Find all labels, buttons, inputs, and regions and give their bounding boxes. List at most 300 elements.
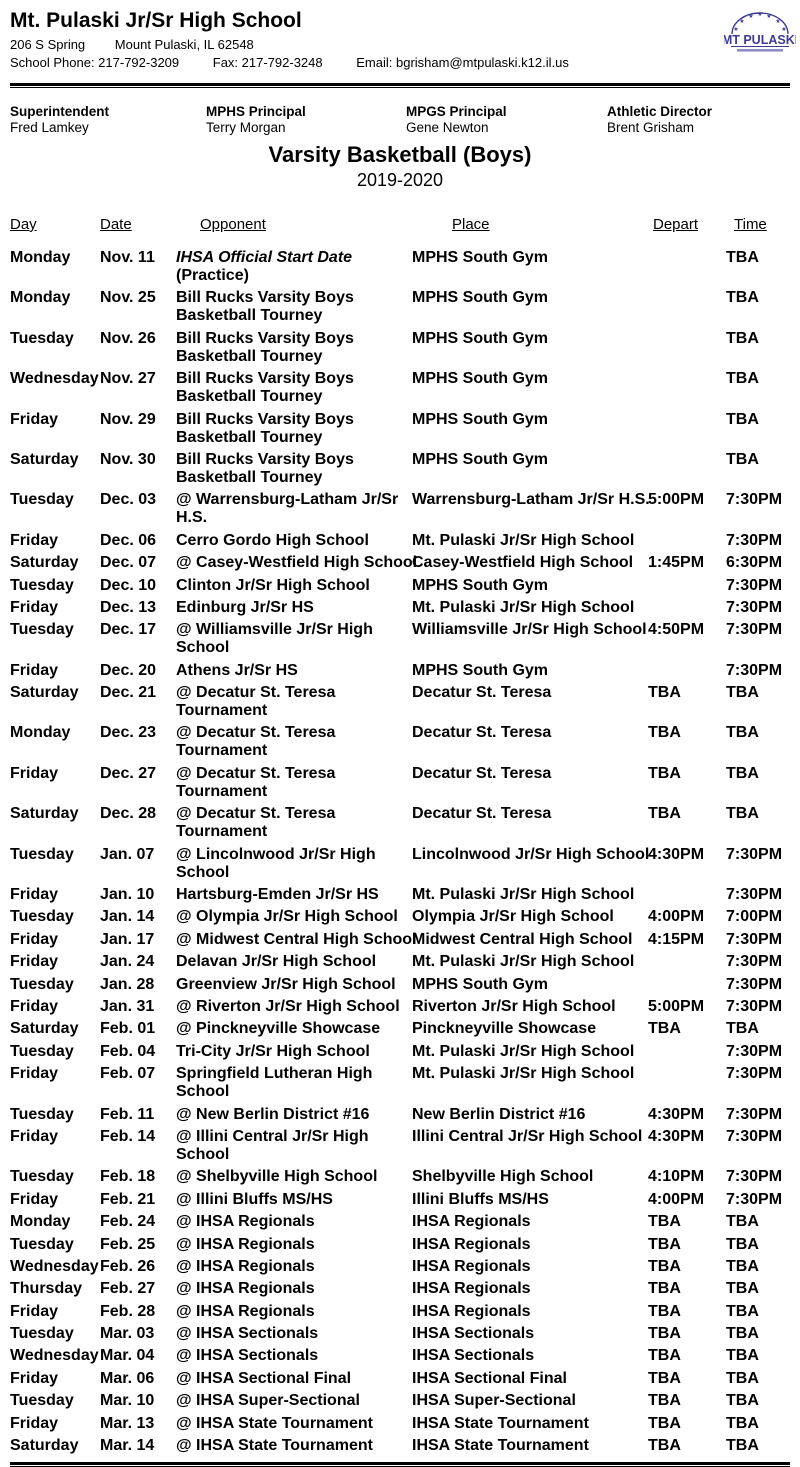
opponent-line: School xyxy=(176,1145,230,1163)
school-address xyxy=(10,37,790,52)
cell-opponent xyxy=(176,1323,412,1345)
opponent-line: @ IHSA Regionals xyxy=(176,1235,315,1253)
cell-place: IHSA Sectionals xyxy=(412,1325,535,1343)
cell-place: Lincolnwood Jr/Sr High School xyxy=(412,845,650,863)
opponent-line: H.S. xyxy=(176,509,208,527)
cell-time: 7:30PM xyxy=(726,997,783,1015)
school-name: Mt. Pulaski Jr/Sr High School xyxy=(10,9,302,32)
cell-date: Feb. 04 xyxy=(100,1042,156,1060)
cell-depart: TBA xyxy=(648,1235,681,1253)
cell-opponent xyxy=(176,763,412,803)
schedule-row xyxy=(10,682,790,722)
cell-day: Monday xyxy=(10,249,71,266)
page-title: Varsity Basketball (Boys) xyxy=(268,142,532,167)
opponent-line: @ Decatur St. Teresa xyxy=(176,764,336,782)
cell-place: Mt. Pulaski Jr/Sr High School xyxy=(412,1065,635,1083)
cell-depart xyxy=(648,287,726,327)
cell-time: 7:30PM xyxy=(726,975,783,993)
school-phone: School Phone: 217-792-3209 xyxy=(10,55,180,70)
cell-opponent xyxy=(176,1301,412,1323)
schedule-row xyxy=(10,1278,790,1300)
cell-depart xyxy=(648,328,726,368)
cell-place: IHSA State Tournament xyxy=(412,1414,589,1432)
staff-mphs-principal xyxy=(206,104,406,135)
cell-opponent xyxy=(176,1041,412,1063)
cell-day: Tuesday xyxy=(10,1235,74,1253)
cell-day: Friday xyxy=(10,410,59,428)
opponent-line: Edinburg Jr/Sr HS xyxy=(176,598,314,616)
cell-day: Friday xyxy=(10,1065,59,1083)
cell-date: Feb. 11 xyxy=(100,1105,155,1123)
opponent-line: @ Illini Bluffs MS/HS xyxy=(176,1190,333,1208)
schedule-row xyxy=(10,1345,790,1367)
opponent-line: Cerro Gordo High School xyxy=(176,531,369,549)
cell-day: Tuesday xyxy=(10,621,74,639)
cell-opponent xyxy=(176,1345,412,1367)
cell-day: Monday xyxy=(10,289,71,307)
cell-depart: 4:30PM xyxy=(648,845,705,863)
season-label: 2019-2020 xyxy=(356,170,444,190)
schedule-row xyxy=(10,996,790,1018)
opponent-line: @ Olympia Jr/Sr High School xyxy=(176,908,398,926)
cell-date: Dec. 27 xyxy=(100,764,157,782)
opponent-line: @ Warrensburg-Latham Jr/Sr xyxy=(176,491,399,509)
cell-opponent xyxy=(176,844,412,884)
cell-date: Jan. 07 xyxy=(100,845,155,863)
cell-depart: TBA xyxy=(648,1280,681,1298)
cell-depart xyxy=(648,974,726,996)
schedule-row xyxy=(10,328,790,368)
cell-date: Feb. 27 xyxy=(100,1280,156,1298)
opponent-line: @ IHSA Super-Sectional xyxy=(176,1392,360,1410)
opponent-line: @ Pinckneyville Showcase xyxy=(176,1020,381,1038)
cell-depart: TBA xyxy=(648,764,681,782)
cell-place: Pinckneyville Showcase xyxy=(412,1020,597,1038)
header-divider xyxy=(10,83,790,88)
cell-place: Decatur St. Teresa xyxy=(412,764,552,782)
cell-time: TBA xyxy=(726,1347,759,1365)
cell-opponent xyxy=(176,287,412,327)
footer-divider xyxy=(10,1462,790,1467)
opponent-line: @ Midwest Central High School xyxy=(176,930,417,948)
cell-depart xyxy=(648,368,726,408)
cell-day: Tuesday xyxy=(10,1168,74,1186)
cell-date: Mar. 03 xyxy=(100,1325,155,1343)
cell-place: MPHS South Gym xyxy=(412,576,549,594)
schedule-row xyxy=(10,1063,790,1103)
cell-depart xyxy=(648,951,726,973)
opponent-line: @ IHSA Regionals xyxy=(176,1302,315,1320)
opponent-line: Greenview Jr/Sr High School xyxy=(176,975,396,993)
col-header-place: Place xyxy=(452,216,490,233)
cell-day: Monday xyxy=(10,724,71,742)
address-city: Mount Pulaski, IL 62548 xyxy=(114,37,254,52)
cell-time: 7:30PM xyxy=(726,1190,783,1208)
cell-depart xyxy=(648,1063,726,1103)
opponent-line: @ Illini Central Jr/Sr High xyxy=(176,1127,369,1145)
cell-time: 7:30PM xyxy=(726,886,783,904)
opponent-line: Tournament xyxy=(176,823,268,841)
cell-date: Dec. 28 xyxy=(100,805,157,823)
cell-date: Jan. 28 xyxy=(100,975,155,993)
opponent-line: Basketball Tourney xyxy=(176,428,323,446)
cell-opponent xyxy=(176,803,412,843)
cell-day: Friday xyxy=(10,598,59,616)
cell-place: MPHS South Gym xyxy=(412,661,549,679)
cell-place: MPHS South Gym xyxy=(412,410,549,428)
schedule-body xyxy=(10,247,790,1457)
cell-place: IHSA State Tournament xyxy=(412,1437,589,1455)
staff-title: Superintendent xyxy=(10,104,110,119)
cell-opponent xyxy=(176,619,412,659)
cell-opponent xyxy=(176,597,412,619)
cell-opponent xyxy=(176,1234,412,1256)
cell-place: Mt. Pulaski Jr/Sr High School xyxy=(412,953,635,971)
cell-opponent xyxy=(176,247,412,287)
schedule-row xyxy=(10,619,790,659)
cell-place: IHSA Super-Sectional xyxy=(412,1392,576,1410)
staff-mpgs-principal xyxy=(406,104,607,135)
opponent-line: Basketball Tourney xyxy=(176,347,323,365)
opponent-line: @ Decatur St. Teresa xyxy=(176,684,336,702)
opponent-line: Tri-City Jr/Sr High School xyxy=(176,1042,370,1060)
cell-time: TBA xyxy=(726,1325,759,1343)
cell-place: IHSA Regionals xyxy=(412,1280,531,1298)
cell-time: 6:30PM xyxy=(726,554,783,572)
cell-day: Tuesday xyxy=(10,845,74,863)
cell-depart: TBA xyxy=(648,1257,681,1275)
staff-title: MPGS Principal xyxy=(406,104,507,119)
cell-day: Tuesday xyxy=(10,1042,74,1060)
cell-date: Dec. 20 xyxy=(100,661,157,679)
logo-tagline-microtext xyxy=(737,49,783,52)
cell-place: Mt. Pulaski Jr/Sr High School xyxy=(412,598,635,616)
cell-time: TBA xyxy=(726,450,759,468)
cell-place: New Berlin District #16 xyxy=(412,1105,586,1123)
schedule-row xyxy=(10,1234,790,1256)
cell-time: TBA xyxy=(726,1392,759,1410)
cell-place: Warrensburg-Latham Jr/Sr H.S. xyxy=(412,491,650,509)
cell-place: MPHS South Gym xyxy=(412,329,549,347)
cell-opponent xyxy=(176,1063,412,1103)
opponent-line: Basketball Tourney xyxy=(176,388,323,406)
cell-day: Friday xyxy=(10,1369,59,1387)
cell-depart xyxy=(648,597,726,619)
cell-time: TBA xyxy=(726,805,759,823)
opponent-line: IHSA Official Start Date xyxy=(176,249,353,266)
cell-depart: 4:50PM xyxy=(648,621,705,639)
cell-place: IHSA Regionals xyxy=(412,1213,531,1231)
cell-day: Wednesday xyxy=(10,1257,99,1275)
cell-depart: TBA xyxy=(648,724,681,742)
schedule-row xyxy=(10,1323,790,1345)
cell-day: Thursday xyxy=(10,1280,83,1298)
cell-date: Mar. 06 xyxy=(100,1369,155,1387)
cell-day: Tuesday xyxy=(10,1325,74,1343)
opponent-line: @ Casey-Westfield High School xyxy=(176,554,418,572)
schedule-row xyxy=(10,1041,790,1063)
opponent-line: Bill Rucks Varsity Boys xyxy=(176,410,354,428)
schedule-row xyxy=(10,1189,790,1211)
cell-day: Friday xyxy=(10,531,59,549)
cell-day: Monday xyxy=(10,1213,71,1231)
col-header-depart: Depart xyxy=(653,216,699,233)
cell-date: Feb. 21 xyxy=(100,1190,156,1208)
cell-place: MPHS South Gym xyxy=(412,289,549,307)
schedule-row xyxy=(10,1435,790,1457)
schedule-row xyxy=(10,660,790,682)
staff-directory xyxy=(10,104,790,135)
cell-date: Nov. 26 xyxy=(100,329,156,347)
opponent-line: Tournament xyxy=(176,702,268,720)
cell-time: 7:30PM xyxy=(726,1127,783,1145)
svg-text:★: ★ xyxy=(733,27,739,33)
cell-opponent xyxy=(176,1211,412,1233)
cell-place: Decatur St. Teresa xyxy=(412,724,552,742)
cell-opponent xyxy=(176,929,417,951)
schedule-row xyxy=(10,1018,790,1040)
cell-depart: TBA xyxy=(648,1369,681,1387)
cell-opponent xyxy=(176,1166,412,1188)
opponent-line: @ Shelbyville High School xyxy=(176,1168,378,1186)
cell-time: 7:30PM xyxy=(726,845,783,863)
staff-name: Brent Grisham xyxy=(607,120,695,135)
svg-text:★: ★ xyxy=(766,14,772,20)
cell-time: 7:30PM xyxy=(726,531,783,549)
opponent-line: Tournament xyxy=(176,782,268,800)
cell-date: Nov. 27 xyxy=(100,370,156,388)
cell-depart: TBA xyxy=(648,1302,681,1320)
cell-day: Saturday xyxy=(10,805,79,823)
col-header-date: Date xyxy=(100,216,132,233)
opponent-line: (Practice) xyxy=(176,267,249,284)
opponent-line: @ Williamsville Jr/Sr High xyxy=(176,621,373,639)
opponent-line: School xyxy=(176,639,230,657)
cell-date: Mar. 10 xyxy=(100,1392,155,1410)
cell-day: Tuesday xyxy=(10,1105,74,1123)
cell-day: Saturday xyxy=(10,684,79,702)
schedule-row xyxy=(10,844,790,884)
school-logo-emblem xyxy=(724,6,796,56)
cell-place: MPHS South Gym xyxy=(412,370,549,388)
opponent-line: Springfield Lutheran High xyxy=(176,1065,373,1083)
cell-place: Illini Central Jr/Sr High School xyxy=(412,1127,643,1145)
cell-day: Friday xyxy=(10,953,59,971)
school-email: Email: bgrisham@mtpulaski.k12.il.us xyxy=(356,55,569,70)
schedule-row xyxy=(10,1368,790,1390)
cell-time: 7:00PM xyxy=(726,908,783,926)
cell-place: IHSA Regionals xyxy=(412,1302,531,1320)
cell-date: Dec. 13 xyxy=(100,598,157,616)
cell-depart: TBA xyxy=(648,1437,681,1455)
schedule-header-row xyxy=(10,216,790,247)
cell-time: 7:30PM xyxy=(726,1105,783,1123)
cell-day: Saturday xyxy=(10,1020,79,1038)
cell-opponent xyxy=(176,906,412,928)
cell-opponent xyxy=(176,884,412,906)
cell-place: Illini Bluffs MS/HS xyxy=(412,1190,549,1208)
schedule-row xyxy=(10,575,790,597)
cell-date: Mar. 04 xyxy=(100,1347,155,1365)
cell-opponent xyxy=(176,1256,412,1278)
staff-name: Gene Newton xyxy=(406,120,489,135)
cell-time: TBA xyxy=(726,1235,759,1253)
cell-time: 7:30PM xyxy=(726,598,783,616)
cell-depart xyxy=(648,1041,726,1063)
cell-place: Williamsville Jr/Sr High School xyxy=(412,621,647,639)
cell-opponent xyxy=(176,1390,412,1412)
schedule-row xyxy=(10,906,790,928)
cell-time: TBA xyxy=(726,1020,759,1038)
cell-opponent xyxy=(176,1189,412,1211)
cell-time: TBA xyxy=(726,329,759,347)
cell-time: TBA xyxy=(726,1302,759,1320)
cell-place: Shelbyville High School xyxy=(412,1168,594,1186)
schedule-row xyxy=(10,552,790,574)
opponent-line: School xyxy=(176,1083,230,1101)
cell-time: 7:30PM xyxy=(726,576,783,594)
schedule-row xyxy=(10,722,790,762)
cell-date: Nov. 11 xyxy=(100,249,155,266)
staff-superintendent xyxy=(10,104,206,135)
cell-depart xyxy=(648,530,726,552)
cell-day: Friday xyxy=(10,997,59,1015)
cell-place: Casey-Westfield High School xyxy=(412,554,634,572)
schedule-row xyxy=(10,951,790,973)
cell-depart xyxy=(648,247,726,287)
opponent-line: Delavan Jr/Sr High School xyxy=(176,953,377,971)
opponent-line: @ IHSA Regionals xyxy=(176,1213,315,1231)
cell-depart: 4:10PM xyxy=(648,1168,705,1186)
schedule-row xyxy=(10,1126,790,1166)
cell-date: Nov. 30 xyxy=(100,450,156,468)
opponent-line: Hartsburg-Emden Jr/Sr HS xyxy=(176,886,379,904)
cell-place: IHSA Regionals xyxy=(412,1235,531,1253)
cell-place: MPHS South Gym xyxy=(412,975,549,993)
cell-time: TBA xyxy=(726,1280,759,1298)
cell-day: Friday xyxy=(10,930,59,948)
cell-date: Nov. 29 xyxy=(100,410,156,428)
col-header-time: Time xyxy=(734,216,767,233)
opponent-line: Bill Rucks Varsity Boys xyxy=(176,289,354,307)
cell-depart xyxy=(648,884,726,906)
cell-time: 7:30PM xyxy=(726,491,783,509)
cell-place: Mt. Pulaski Jr/Sr High School xyxy=(412,531,635,549)
cell-time: 7:30PM xyxy=(726,953,783,971)
cell-date: Dec. 23 xyxy=(100,724,157,742)
cell-time: 7:30PM xyxy=(726,1042,783,1060)
cell-depart: 4:00PM xyxy=(648,908,705,926)
cell-date: Mar. 13 xyxy=(100,1414,155,1432)
opponent-line: Athens Jr/Sr HS xyxy=(176,661,298,679)
cell-opponent xyxy=(176,1018,412,1040)
opponent-line: Tournament xyxy=(176,742,268,760)
cell-day: Friday xyxy=(10,886,59,904)
cell-depart: TBA xyxy=(648,1325,681,1343)
cell-day: Friday xyxy=(10,1302,59,1320)
cell-opponent xyxy=(176,530,412,552)
cell-time: TBA xyxy=(726,370,759,388)
cell-place: Mt. Pulaski Jr/Sr High School xyxy=(412,1042,635,1060)
opponent-line: Bill Rucks Varsity Boys xyxy=(176,450,354,468)
staff-athletic-director xyxy=(607,104,712,135)
cell-time: TBA xyxy=(726,1414,759,1432)
cell-day: Friday xyxy=(10,1414,59,1432)
cell-depart: 5:00PM xyxy=(648,997,705,1015)
cell-place: Riverton Jr/Sr High School xyxy=(412,997,616,1015)
cell-day: Saturday xyxy=(10,450,79,468)
cell-time: 7:30PM xyxy=(726,621,783,639)
cell-time: TBA xyxy=(726,289,759,307)
cell-opponent xyxy=(176,368,412,408)
cell-depart xyxy=(648,660,726,682)
logo-stars xyxy=(733,11,786,33)
cell-date: Feb. 28 xyxy=(100,1302,156,1320)
cell-opponent xyxy=(176,996,412,1018)
svg-text:★: ★ xyxy=(748,14,754,20)
cell-date: Feb. 26 xyxy=(100,1257,156,1275)
cell-day: Friday xyxy=(10,1127,59,1145)
cell-date: Feb. 14 xyxy=(100,1127,156,1145)
address-street: 206 S Spring xyxy=(10,37,86,52)
cell-time: TBA xyxy=(726,684,759,702)
schedule-row xyxy=(10,763,790,803)
cell-date: Feb. 18 xyxy=(100,1168,156,1186)
cell-opponent xyxy=(176,575,412,597)
schedule-table xyxy=(10,216,790,1457)
cell-opponent xyxy=(176,1104,412,1126)
cell-date: Dec. 06 xyxy=(100,531,157,549)
cell-time: TBA xyxy=(726,1437,759,1455)
cell-date: Feb. 01 xyxy=(100,1020,156,1038)
schedule-row xyxy=(10,1256,790,1278)
cell-time: TBA xyxy=(726,1257,759,1275)
cell-depart: TBA xyxy=(648,1414,681,1432)
opponent-line: @ IHSA State Tournament xyxy=(176,1437,373,1455)
opponent-line: @ IHSA Sectionals xyxy=(176,1325,319,1343)
cell-place: MPHS South Gym xyxy=(412,450,549,468)
cell-date: Feb. 07 xyxy=(100,1065,156,1083)
schedule-row xyxy=(10,884,790,906)
cell-time: TBA xyxy=(726,724,759,742)
letterhead xyxy=(10,8,796,70)
cell-place: MPHS South Gym xyxy=(412,249,549,266)
schedule-row xyxy=(10,449,790,489)
opponent-line: Basketball Tourney xyxy=(176,468,323,486)
cell-date: Mar. 14 xyxy=(100,1437,155,1455)
cell-date: Dec. 10 xyxy=(100,576,157,594)
cell-opponent xyxy=(176,974,412,996)
cell-depart: 5:00PM xyxy=(648,491,705,509)
cell-opponent xyxy=(176,449,412,489)
schedule-row xyxy=(10,803,790,843)
cell-date: Dec. 21 xyxy=(100,684,157,702)
cell-depart xyxy=(648,575,726,597)
cell-time: TBA xyxy=(726,1213,759,1231)
cell-place: IHSA Regionals xyxy=(412,1257,531,1275)
cell-opponent xyxy=(176,722,412,762)
cell-time: 7:30PM xyxy=(726,930,783,948)
cell-date: Dec. 03 xyxy=(100,491,157,509)
cell-depart: TBA xyxy=(648,1392,681,1410)
opponent-line: @ Decatur St. Teresa xyxy=(176,724,336,742)
cell-date: Feb. 24 xyxy=(100,1213,156,1231)
cell-day: Tuesday xyxy=(10,975,74,993)
schedule-row xyxy=(10,929,790,951)
cell-date: Jan. 24 xyxy=(100,953,155,971)
cell-opponent xyxy=(176,682,412,722)
school-logo xyxy=(724,6,796,56)
